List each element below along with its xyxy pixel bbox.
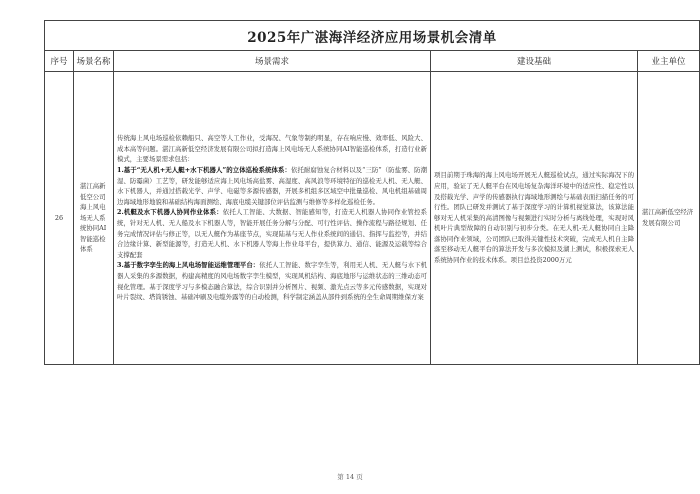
demand-section-3-body: 依托人工智能、数字孪生等，利用无人机、无人艇与水下机器人采集的多源数据，构建高精度的风电场数字孪生模型，实现风机结构、海底地形与运维状态的三维动态可视化管理。基于深度学习与多模态融合算法，综合识别并分析图片、视频、激光点云等多元传感数据，实现对叶片裂纹、塔筒锈蚀、基础冲刷及电缆外露等的自动检测，科学制定涵盖从部件到系统的全生命周期维保方案 [117, 261, 427, 302]
demand-section-3-heading: 3.基于数字孪生的海上风电场智能运维管理平台： [117, 261, 260, 270]
col-header-basis: 建设基础 [431, 51, 638, 72]
owner-unit: 湛江高新低空经济发展有限公司 [638, 72, 700, 365]
scene-demand [114, 72, 431, 365]
title-row [45, 21, 700, 51]
col-header-no: 序号 [45, 51, 74, 72]
demand-section-1-heading: 1.基于“无人机+无人艇+水下机器人”的立体巡检系统体系： [117, 166, 291, 175]
col-header-owner: 业主单位 [638, 51, 700, 72]
demand-section-2-body: 依托人工智能、大数据、智能感知等，打造无人机器人协同作业管控系统，针对无人机、无人船及水下机器人等，智能开展任务分解与分配、可行性评估、操作流程与路径规划、任务完成情况评估与修正等，以无人艇作为基座节点，实现陆基与无人作业系统间的通信、指挥与监控等，并结合边缘计算、新型能源等，打造无人机、水下机器人等海上作业母平台，提供算力、通信、能源及运载等综合支撑配套 [117, 208, 428, 259]
demand-section-3 [117, 260, 427, 302]
construction-basis: 项目前期于珠海的海上风电场开展无人艇巡检试点，通过实际海况下的应用，验证了无人艇平台在风电场复杂海洋环境中的适应性、稳定性以及搭载光学、声学的传感器执行海域地形测绘与基础表面扫描任务的可行性。团队已研发并测试了基于深度学习的计算机视觉算法，该算法能够对无人机采集的高清图像与视频进行实时分析与离线处理，实现对风机叶片典型故障的自动识别与初步分类。在无人机-无人艇协同自主降落协同作业领域，公司团队已取得关键性技术突破，完成无人机自主降落至移动无人艇平台的算法开发与多次模拟及湖上测试，积极探索无人系统协同作业的技术体系。项目总投资2000万元 [431, 72, 638, 365]
page-number: 第 14 页 [337, 473, 363, 481]
demand-section-1 [117, 165, 427, 207]
col-header-demand: 场景需求 [114, 51, 431, 72]
demand-section-1-body: 依托耐腐蚀复合材料以及“三防”（防盐雾、防潮湿、防霉菌）工艺等，研发能够适应海上风电场高盐雾、高湿度、高风浪等环境特征的巡检无人机、无人艇、水下机器人，并通过搭载光学、声学、电磁等多源传感器，开展多机组多区域空中批量巡检、风电机组基础周边海域地形地貌和基础结构海面测绘、海底电缆关键部位评估监测与维修等多样化巡检任务。 [117, 166, 427, 206]
header-row [45, 51, 700, 72]
col-header-name: 场景名称 [74, 51, 114, 72]
table-row [45, 72, 700, 365]
row-number: 26 [45, 72, 74, 365]
demand-section-2 [117, 207, 427, 260]
scene-name: 湛江高新低空公司海上风电场无人系统协同AI智能巡检体系 [74, 72, 114, 365]
demand-section-2-heading: 2.机艇及水下机器人协同作业体系： [117, 208, 223, 217]
document-title: 2025年广湛海洋经济应用场景机会清单 [45, 21, 700, 51]
demand-intro: 传统海上风电场巡检依赖船只、高空等人工作业，受海况、气象等制约明显，存在响应慢、效率低、风险大、成本高等问题。湛江高新低空经济发展有限公司拟打造海上风电场无人系统协同AI智能巡检体系，打造行业新模式，主要场景需求包括： [117, 134, 427, 164]
opportunity-table [44, 20, 700, 365]
